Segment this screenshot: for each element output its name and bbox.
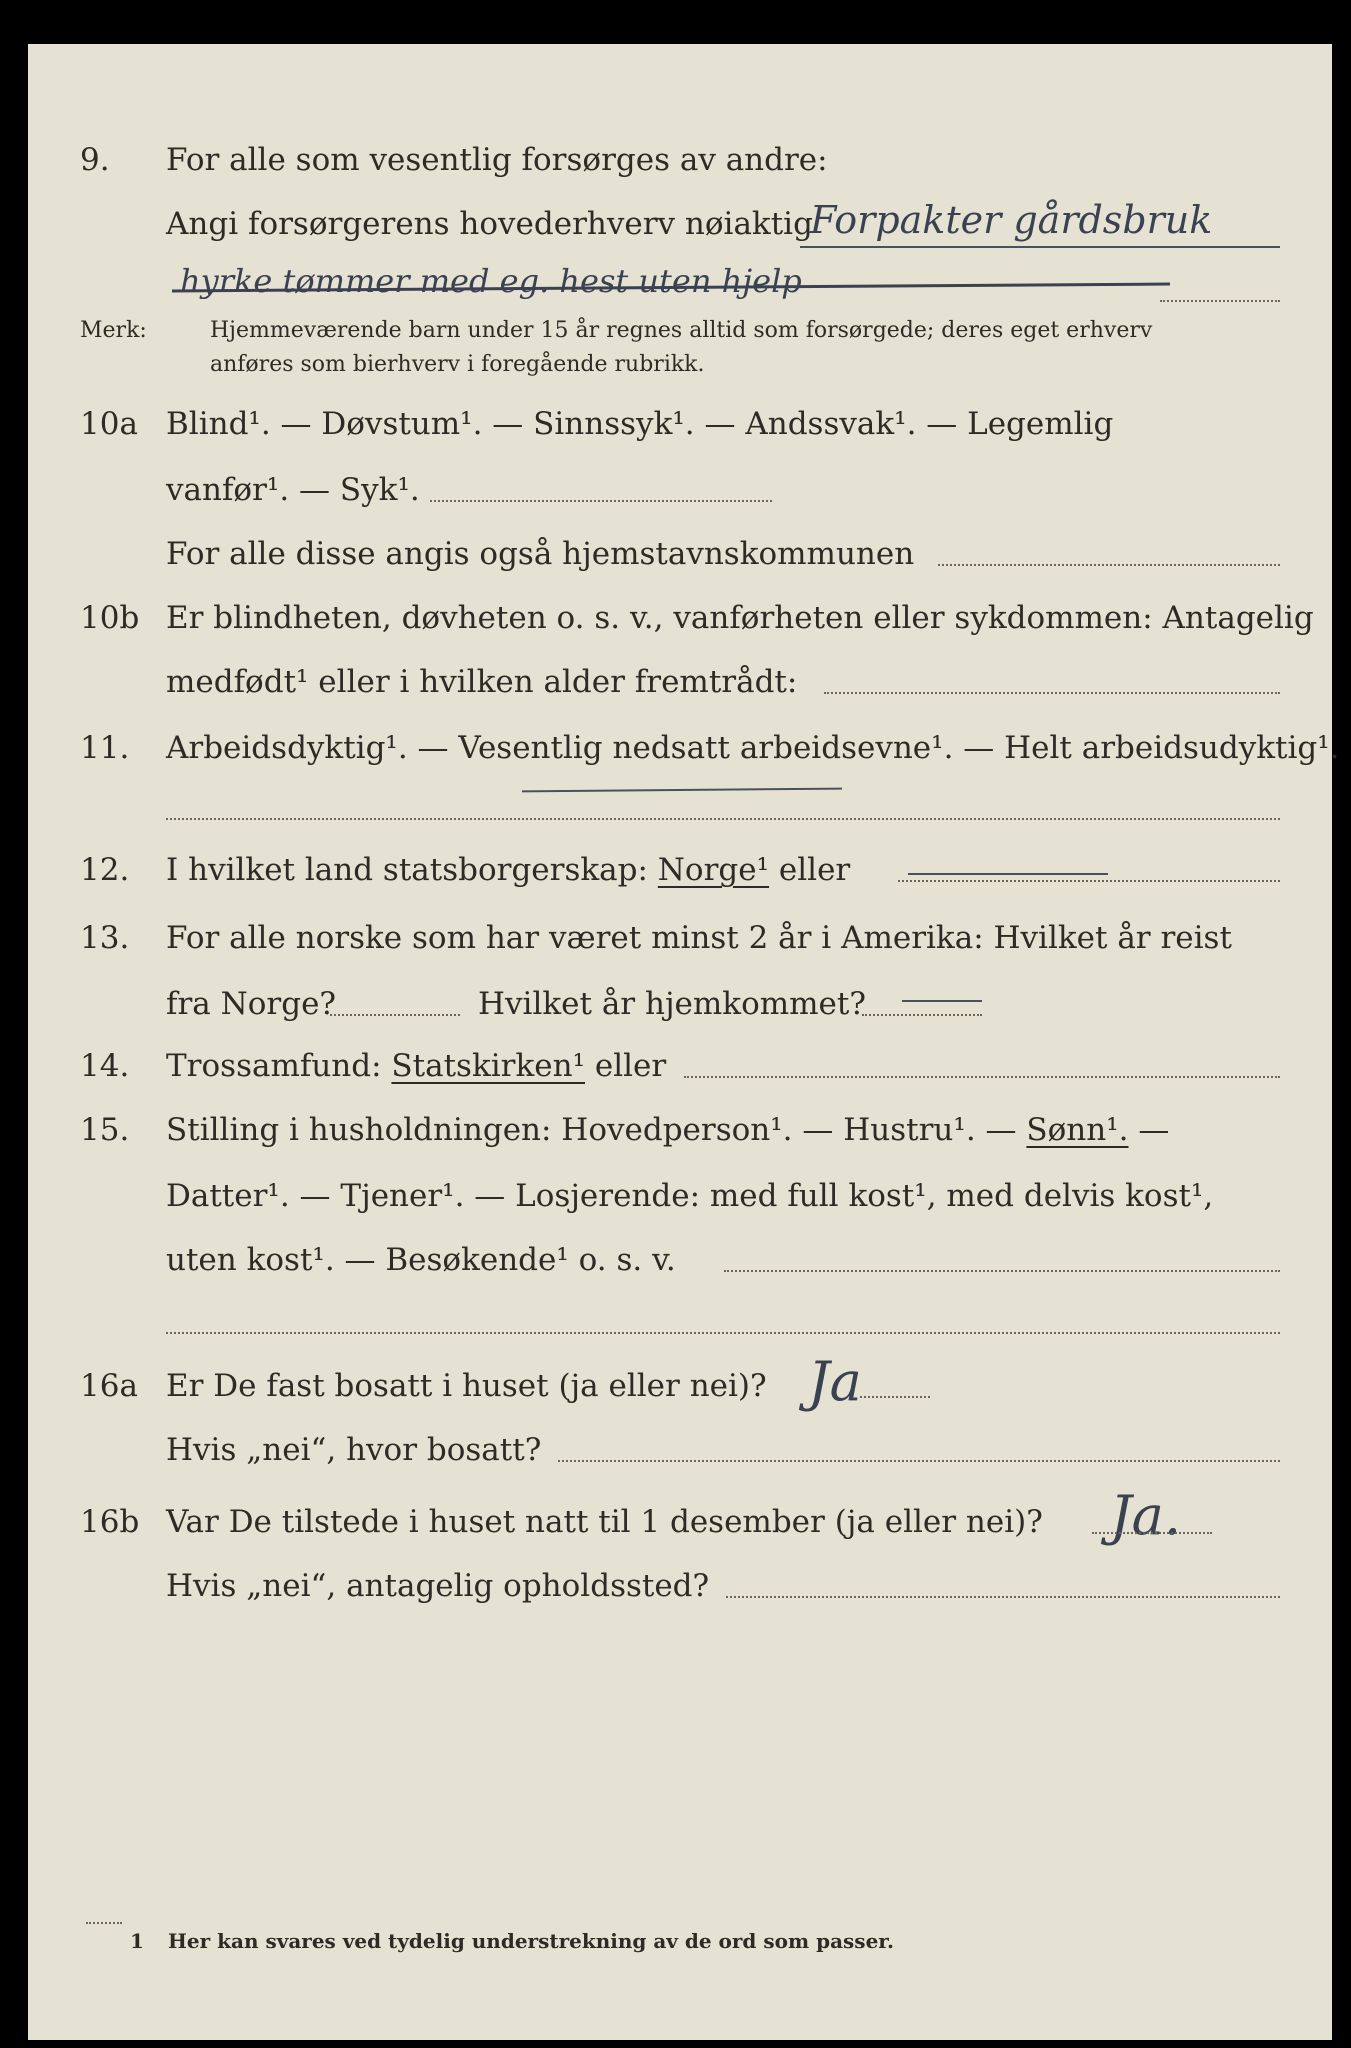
q14-text — [166, 1046, 666, 1086]
q10b-number: 10b — [80, 600, 140, 636]
q10a-text-3: For alle disse angis også hjemstavnskommunen — [166, 536, 915, 572]
q13-text-2a: fra Norge? — [166, 986, 337, 1022]
q15-dotted-line-1 — [724, 1270, 1280, 1272]
q15-text-1 — [166, 1110, 1169, 1150]
q10a-text-1: Blind¹. — Døvstum¹. — Sinnssyk¹. — Andssvak¹. — Legemlig — [166, 406, 1114, 442]
q15-text-1a: Stilling i husholdningen: Hovedperson¹. — Hustru¹. — — [166, 1112, 1017, 1148]
q16b-dotted-line-2 — [726, 1596, 1280, 1598]
q9-answer-line — [800, 246, 1280, 248]
q15-text-2: Datter¹. — Tjener¹. — Losjerende: med full kost¹, med delvis kost¹, — [166, 1178, 1214, 1214]
q16b-text-2: Hvis „nei“, antagelig opholdssted? — [166, 1568, 710, 1604]
q10b-text-2: medfødt¹ eller i hvilken alder fremtrådt: — [166, 664, 798, 700]
q14-option-statskirken: Statskirken¹ — [391, 1048, 585, 1084]
q16b-number: 16b — [80, 1504, 140, 1540]
note-text-2: anføres som bierhverv i foregående rubrikk. — [210, 352, 705, 377]
q9-handwritten-answer: Forpakter gårdsbruk — [810, 198, 1213, 242]
q9-text-1: For alle som vesentlig forsørges av andre: — [166, 142, 828, 178]
q9-handwritten-struck: hyrke tømmer med eg. hest uten hjelp — [180, 262, 802, 300]
q16b-handwritten-answer: Ja. — [1110, 1484, 1182, 1547]
note-text-1: Hjemmeværende barn under 15 år regnes alltid som forsørgede; deres eget erhverv — [210, 318, 1153, 343]
q16a-number: 16a — [80, 1368, 138, 1404]
q16b-text-1: Var De tilstede i huset natt til 1 desember (ja eller nei)? — [166, 1504, 1043, 1540]
q12-suffix: eller — [778, 852, 851, 888]
q11-text-1: Arbeidsdyktig¹. — Vesentlig nedsatt arbeidsevne¹. — Helt arbeidsudyktig¹. — [166, 730, 1340, 766]
footnote-rule — [86, 1922, 122, 1924]
q15-dotted-line-2 — [166, 1332, 1280, 1334]
q9-text-2: Angi forsørgerens hovederhverv nøiaktig — [166, 206, 813, 242]
q10a-dotted-line-2 — [938, 564, 1280, 566]
q14-number: 14. — [80, 1048, 130, 1084]
q13-dotted-line-1 — [330, 1014, 460, 1016]
q14-prefix: Trossamfund: — [166, 1048, 382, 1084]
q16a-dotted-line-2 — [558, 1460, 1280, 1462]
q14-dotted-line — [684, 1076, 1280, 1078]
q10b-text-1: Er blindheten, døvheten o. s. v., vanførheten eller sykdommen: Antagelig — [166, 600, 1314, 636]
q13-text-1: For alle norske som har været minst 2 år i Amerika: Hvilket år reist — [166, 920, 1232, 956]
q10a-number: 10a — [80, 406, 138, 442]
q12-dotted-line — [898, 880, 1280, 882]
note-label: Merk: — [80, 318, 147, 343]
q12-number: 12. — [80, 852, 130, 888]
q15-option-sonn: Sønn¹. — [1026, 1112, 1129, 1148]
q10a-text-2: vanfør¹. — Syk¹. — [166, 472, 420, 508]
q13-text-2b: Hvilket år hjemkommet? — [478, 986, 866, 1022]
q16a-dotted-line-1 — [860, 1396, 930, 1398]
q12-pen-line — [908, 873, 1108, 875]
q9-number: 9. — [80, 142, 110, 178]
q16a-text-2: Hvis „nei“, hvor bosatt? — [166, 1432, 542, 1468]
footnote-mark: 1 — [130, 1929, 144, 1953]
q12-text — [166, 850, 850, 890]
q15-text-3: uten kost¹. — Besøkende¹ o. s. v. — [166, 1242, 676, 1278]
q16a-handwritten-answer: Ja — [808, 1350, 862, 1413]
q10a-dotted-line-1 — [430, 500, 772, 502]
q13-pen-line — [902, 1000, 982, 1002]
q16a-text-1: Er De fast bosatt i huset (ja eller nei)? — [166, 1368, 767, 1404]
q12-option-norge: Norge¹ — [657, 852, 770, 888]
footnote-text: Her kan svares ved tydelig understrekning av de ord som passer. — [168, 1929, 894, 1953]
q13-dotted-line-2 — [862, 1014, 982, 1016]
q10b-dotted-line — [824, 692, 1280, 694]
q16b-dotted-line-1 — [1092, 1532, 1212, 1534]
q9-dotted-line — [1160, 300, 1280, 302]
q12-prefix: I hvilket land statsborgerskap: — [166, 852, 648, 888]
q14-suffix: eller — [594, 1048, 667, 1084]
q15-number: 15. — [80, 1112, 130, 1148]
q13-number: 13. — [80, 920, 130, 956]
q15-text-1c: — — [1138, 1112, 1170, 1148]
q11-number: 11. — [80, 730, 130, 766]
q11-dotted-line — [166, 818, 1280, 820]
